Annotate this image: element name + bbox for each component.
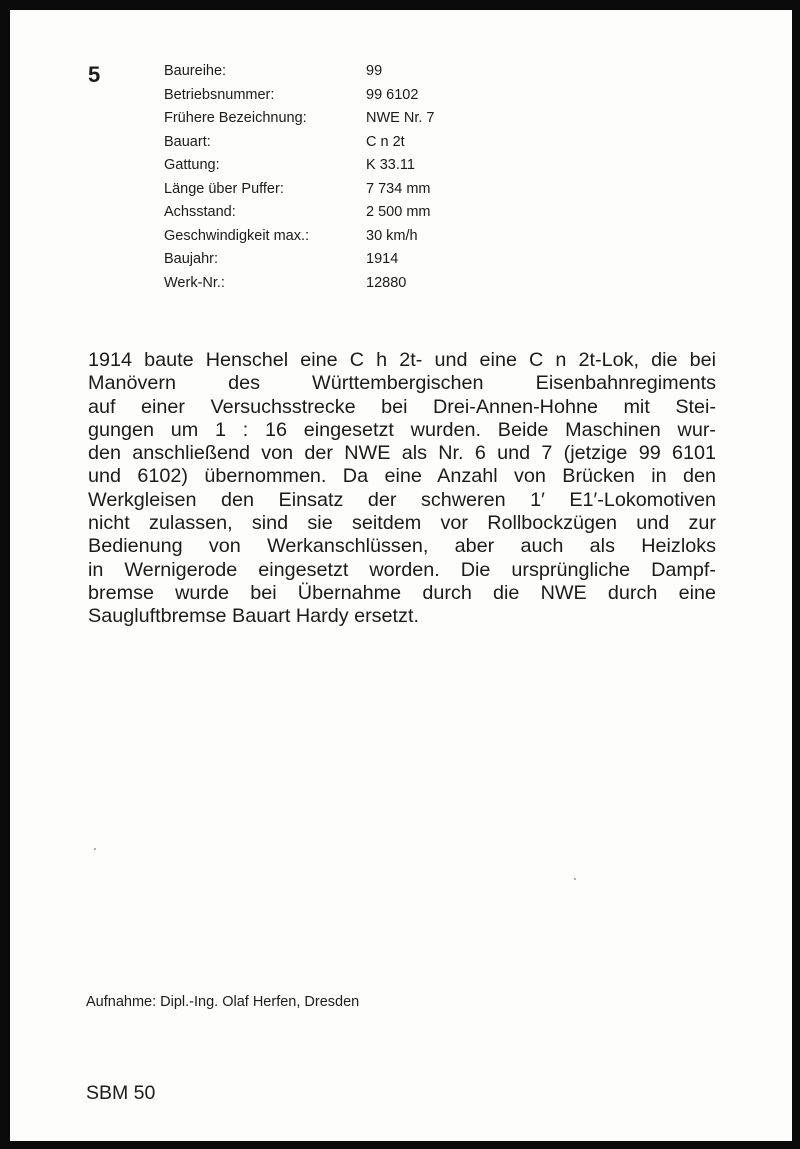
description-line: und 6102) übernommen. Da eine Anzahl von Brücken in den [88, 465, 716, 488]
spec-label: Baujahr: [164, 251, 219, 267]
description-paragraph [88, 349, 716, 629]
description-line: auf einer Versuchsstrecke bei Drei-Annen-Hohne mit Stei- [88, 395, 716, 418]
paper-speck [574, 878, 576, 880]
series-code: SBM 50 [86, 1082, 156, 1104]
card-number: 5 [88, 62, 101, 87]
description-line: Bedienung von Werkanschlüssen, aber auch als Heizloks [88, 535, 716, 558]
spec-label: Gattung: [164, 157, 220, 173]
spec-label: Geschwindigkeit max.: [164, 227, 310, 244]
description-line: 1914 baute Henschel eine C h 2t- und eine C n 2t-Lok, die bei [88, 349, 716, 371]
spec-value: 7 734 mm [366, 180, 431, 197]
spec-value: 30 km/h [366, 227, 418, 244]
spec-value: 1914 [366, 251, 399, 267]
spec-table [164, 60, 434, 295]
spec-value: NWE Nr. 7 [366, 110, 435, 126]
paper-speck [94, 848, 96, 850]
description-line: Saugluftbremse Bauart Hardy ersetzt. [88, 605, 419, 628]
spec-value: 99 6102 [366, 86, 419, 103]
postcard-back [10, 10, 792, 1141]
spec-label: Bauart: [164, 133, 211, 150]
spec-value: K 33.11 [366, 157, 415, 173]
photo-credit: Aufnahme: Dipl.-Ing. Olaf Herfen, Dresden [86, 994, 360, 1010]
description-line: Manövern des Württembergischen Eisenbahnregiments [88, 372, 716, 395]
description-line: bremse wurde bei Übernahme durch die NWE durch eine [88, 581, 716, 604]
spec-value: 99 [366, 63, 383, 79]
spec-row [164, 201, 434, 225]
spec-value: 2 500 mm [366, 204, 431, 220]
spec-row [164, 225, 434, 249]
spec-row [164, 272, 434, 296]
spec-row [164, 107, 434, 131]
spec-label: Länge über Puffer: [164, 180, 284, 197]
spec-label: Betriebsnummer: [164, 86, 275, 103]
description-line: gungen um 1 : 16 eingesetzt wurden. Beide Maschinen wur- [88, 418, 716, 441]
spec-row [164, 178, 434, 202]
spec-row [164, 84, 434, 108]
description-line: Werkgleisen den Einsatz der schweren 1′ E1′-Lokomotiven [88, 488, 716, 511]
spec-label: Werk-Nr.: [164, 274, 225, 291]
description-line: in Wernigerode eingesetzt worden. Die ursprüngliche Dampf- [88, 558, 716, 581]
spec-row [164, 60, 434, 84]
spec-label: Frühere Bezeichnung: [164, 110, 307, 126]
spec-value: 12880 [366, 274, 407, 291]
spec-row [164, 131, 434, 155]
spec-row [164, 248, 434, 272]
spec-value: C n 2t [366, 133, 405, 150]
spec-label: Achsstand: [164, 204, 236, 220]
spec-row [164, 154, 434, 178]
description-line: den anschließend von der NWE als Nr. 6 und 7 (jetzige 99 6101 [88, 442, 716, 465]
description-line: nicht zulassen, sind sie seitdem vor Rollbockzügen und zur [88, 512, 716, 535]
spec-label: Baureihe: [164, 63, 227, 79]
